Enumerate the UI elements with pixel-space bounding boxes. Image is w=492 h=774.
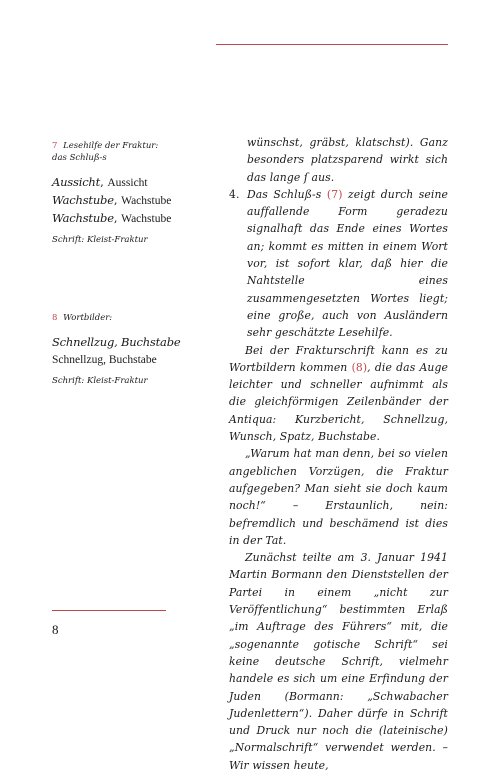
margin-note-7 <box>52 140 212 246</box>
paragraph <box>229 342 448 446</box>
example-line: Aussicht, Aussicht <box>52 175 148 189</box>
page-number: 8 <box>52 622 59 637</box>
top-rule <box>216 44 448 45</box>
list-text: Das Schluß-s <box>247 187 327 201</box>
note-font-credit: Schrift: Kleist-Fraktur <box>52 235 148 245</box>
note-heading <box>52 312 212 324</box>
paragraph-text: , die das Auge leichter und schneller aufnimmt als die gleichförmigen Zeilenbänder der Antiqua: Kurzbericht, Schnellzug, Wunsch, Spatz, Buchstabe. <box>229 360 448 444</box>
paragraph: Zunächst teilte am 3. Januar 1941 Martin Bormann den Dienststellen der Partei in einem „nicht zur Veröffentlichung“ bestimmten Erlaß „im Auftrage des Führers“ mit, die „sogenannte gotische Schrift“ sei keine deutsche Schrift, vielmehr handele es sich um eine Erfindung der Juden (Bormann: „Schwabacher Judenlettern“). Daher dürfe in Schrift und Druck nur noch die (lateinische) „Normalschrift“ verwendet werden. – Wir wissen heute, <box>229 551 448 772</box>
list-text: zeigt durch seine auffallende Form geradezu signalhaft das Ende eines Wortes an; kommt es mitten in einem Wort vor, ist sofort klar, daß hier die Nahtstelle eines zusammengesetzten Wortes liegt; eine große, auch von Ausländern sehr geschätzte Lesehilfe. <box>247 187 448 340</box>
antiqua-word: Wachstube <box>121 213 172 225</box>
example-line: Wachstube, Wachstube <box>52 193 172 207</box>
note-number: 7 <box>52 141 58 151</box>
paragraph-continuation: wünschst, gräbst, klatschst). Ganz besonders platzsparend wirkt sich das lange ſ aus. <box>247 136 448 184</box>
cross-reference-8: (8) <box>351 360 368 374</box>
note-heading <box>52 140 212 164</box>
cross-reference-7: (7) <box>326 187 343 201</box>
note-font-credit: Schrift: Kleist-Fraktur <box>52 376 148 386</box>
note-title-line2: das Schluß-s <box>52 153 107 163</box>
fraktur-words: Schnellzug, Buchstabe <box>52 335 181 349</box>
fraktur-word: Aussicht <box>52 175 101 189</box>
example-line-fraktur <box>52 334 212 351</box>
list-item-4 <box>229 186 448 342</box>
antiqua-word: Aussicht <box>107 177 148 189</box>
paragraph: „Warum hat man denn, bei so vielen angeblichen Vorzügen, die Fraktur aufgegeben? Man sieht sie doch kaum noch!“ – Erstaunlich, nein: befremdlich und beschämend ist dies in der Tat. <box>229 447 448 547</box>
main-text-column <box>229 134 448 774</box>
example-line-antiqua <box>52 351 212 369</box>
fraktur-word: Wachstube <box>52 193 114 207</box>
example-line: Wachstube, Wachstube <box>52 211 172 225</box>
note-title: Wortbilder: <box>63 313 113 323</box>
bottom-rule <box>52 610 166 611</box>
note-title: Lesehilfe der Fraktur: <box>63 141 159 151</box>
fraktur-word: Wachstube <box>52 211 114 225</box>
margin-note-8 <box>52 312 212 387</box>
list-number: 4. <box>229 187 240 201</box>
antiqua-word: Wachstube <box>121 195 172 207</box>
antiqua-words: Schnellzug, Buchstabe <box>52 354 157 366</box>
paragraph-text: Bei der Frakturschrift kann es zu Wortbildern kommen <box>229 343 448 374</box>
note-number: 8 <box>52 313 58 323</box>
